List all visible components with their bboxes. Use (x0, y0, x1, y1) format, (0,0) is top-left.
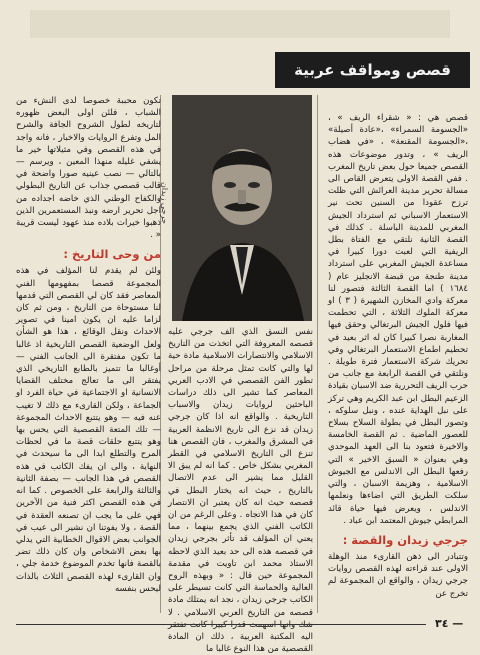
footer-rule (16, 624, 426, 625)
article-column-middle (168, 326, 313, 655)
paragraph: وتتبادر الى ذهن القارىء منذ الوهلة الاولى عند قراءته لهذه القصص روايات جرجي زيدان ، والواقع ان المجموعة لم تخرج عن (328, 551, 468, 599)
paragraph: نفس النسق الذي الف جرجي عليه قصصه المعروفة التي اتخذت من التاريخ الاسلامي والانتصارات الاسلامية مادة حية لها والتي كانت تمثل مرحلة من مراحل تطور الفن القصصي في الادب العربي المعاصر كما تشير الى ذلك دراسات الباحثين لروايات زيدان والاسباب التاريخية . والواقع انه اذا كان جرجي زيدان قد نزع الى تاريخ الانظمة العربية في المشرق والمغرب ، فان القصص هنا تنزع الى التاريخ الاسلامي في القطر المغربي بشكل خاص . كما انه لم يبق الا القليل مما يشير الى عدم الاتصال بالتاريخ ، حيث انه يختار البطل في قصصه حيث انه كان يعتبر ان الانتصار كان في هذا الاتجاه . وعلى الرغم من ان الكاتب الفني الذي يجمع بينهما ، مما يعني ان المؤلف قد تأثر بجرجي زيدان في قصصه هذه الى حد بعيد الذي لاحظه الاستاذ محمد ابن تاويت في مقدمة المجموعة حين قال : « وبهذه الروح العالية والحماسة التي كانت تسيطر على الكاتب جرجي زيدان ، نجد انه يمتلك مادة قصصه من التاريخ العربي الاسلامي . لا اليه المكتبة العربية ، ذلك ان المادة القصصية من هذا النوع غالبا ما (168, 327, 313, 655)
portrait-illustration (172, 95, 312, 321)
portrait-photo (172, 95, 312, 321)
section-title: قصص ومواقف عربية (275, 52, 470, 88)
page-number: — ٣٤ (435, 617, 464, 630)
article-column-right (328, 112, 468, 612)
subheading-zaidan: جرجي زيدان والقصة : (342, 532, 468, 547)
article-column-left (16, 95, 161, 612)
paragraph: قصص هي : « شقراء الريف » ، «الجسومة السمراء» ،«عادة أصيلة» ،«الجسومة المقنعة» ، «في هضاب الريف » ، وتدور موضوعات هذه القصص جميعا حول بعض تاريخ المغرب . ففي القصة الاولى يتعرض القاص الى مسالة تحرير مدينة العرائش التي ظلت ترزح عقودا من السنين تحت نير الاستعمار الاسباني ثم استرداد الجيش المغربي للمدينة الباسلة . كذلك في القصة الثانية نلتقي مع الفتاة بطل الريفية التي لعبت دورا كبيرا في مساعدة الجيش المغربي على استرداد مدينة طنجة من قبضة الانجليز عام ( ١٦٨٤ ) اما القصة الثالثة فتصور لنا معركة وادي المخازن الشهيرة ( ٣ ) او معركة الملوك الثلاثة ، التي تحطمت فيها فلول الجيش البرتغالي وحقق فيها المغاربة نصرا كبيرا كان له اثر بعيد في تحطيم اطماع الاستعمار البرتغالي وفي تحريك شركة الاستعمار فترة طويلة . ونلتقي في القصة الرابعة مع جانب من حرب الريف التحررية ضد الاسبان بقيادة الزعيم البطل ابن عبد الكريم وهي تركز على نبل الهداية عنده ، ونبل سلوكه ، وتصور البطل في بطولة السلاح بسلاح للعصور الماضية . ثم القصة الخامسة والاخيرة فتعود بنا الى العهد الموحدي وهي بعنوان « السبق الاخير » التي رفعها البطل الى الاندلس مع الجيوش الاسلامية ، وهزيمة الاسبان ، والتي سلكت الطريق التي اضاءها ونعلمها الاندلس ، ويعرض فيها حياة قائد المرابطي جيوش المعتمد ابن عباد . (328, 113, 468, 526)
paragraph: تكون محببة خصوصا لدى النشء من الشباب ، فلئن اولى البعض ظهوره لتاريخه لطول الشروح الجافة والشرح المل وتفرع الروايات والاخبار ، فانه واجد في هذه القصص وفي مثيلاتها خير ما يشفي غليله منهذا المعين ، ويرسم — بالتالي — نصب عينيه صورا واضحة في قالب قصصي جذاب عن التاريخ البطولي والكفاح الوطني الذي خاضه اجداده من اجل تحرير ارضه ونبذ المستعمرين الذين ذهبوا خيرات بلاده منذ عهود ليست قريبة « . (16, 96, 161, 241)
page-number-value: ٣٤ (435, 617, 449, 630)
photo-caption: جرجي زيدان (160, 182, 169, 224)
column-rule-right (317, 95, 318, 613)
top-bar (30, 10, 450, 38)
paragraph: ولئن لم يقدم لنا المؤلف في هذه المجموعة قصصا بمفهومها الفني المعاصر فقد كان لي القصص التي قدمها لنا مستوحاة من التاريخ ، ومن ثم كان لزاما عليه ان يكون امينا في تصوير الاحداث ونقل الوقائع ، هذا هو الشأن ولعل الوضعية القصص التاريخية اذ غالبا ما تكون مفتقرة الى الجانب الفني — أوغالبا ما تتميز بالطابع التاريخي الذي يفتقر الى ما تعالج مختلف القضايا الانسانية او الاجتماعية في حياة الفرد او الجماعة ، ولكن القارىء مع ذلك لا تغيب عنه فيه — وهو يتتبع الاحداث المجموعة — تلك المتعة القصصية التي يحس بها وهو يتتبع حلقات قصة ما في لحظات المرح والتطلع ابدا الى ما سيحدث في النهاية ، والى ان يفك الكاتب في هذه القصص في هذا الجانب — بصفة الثانية والثالثة والرابعة على الخصوص . كما انه في هذه القصص اكثر فنية من الآخرين فهي على ما يجب ان تصنعه العقدة في القصة ، ولا يفوتنا ان نشير الى عيب في الجوانب بعض الاقوال الخطابية التي يدلي بها بعض الاشخاص وان كان ذلك تضر بالقصة فانها تخدم الموضوع خدمة جلي ، وان القارىء لهذه القصص الثلاث بالذات ليحس بنفسه (16, 266, 161, 594)
subheading-history: من وحى التاريخ : (63, 247, 161, 262)
